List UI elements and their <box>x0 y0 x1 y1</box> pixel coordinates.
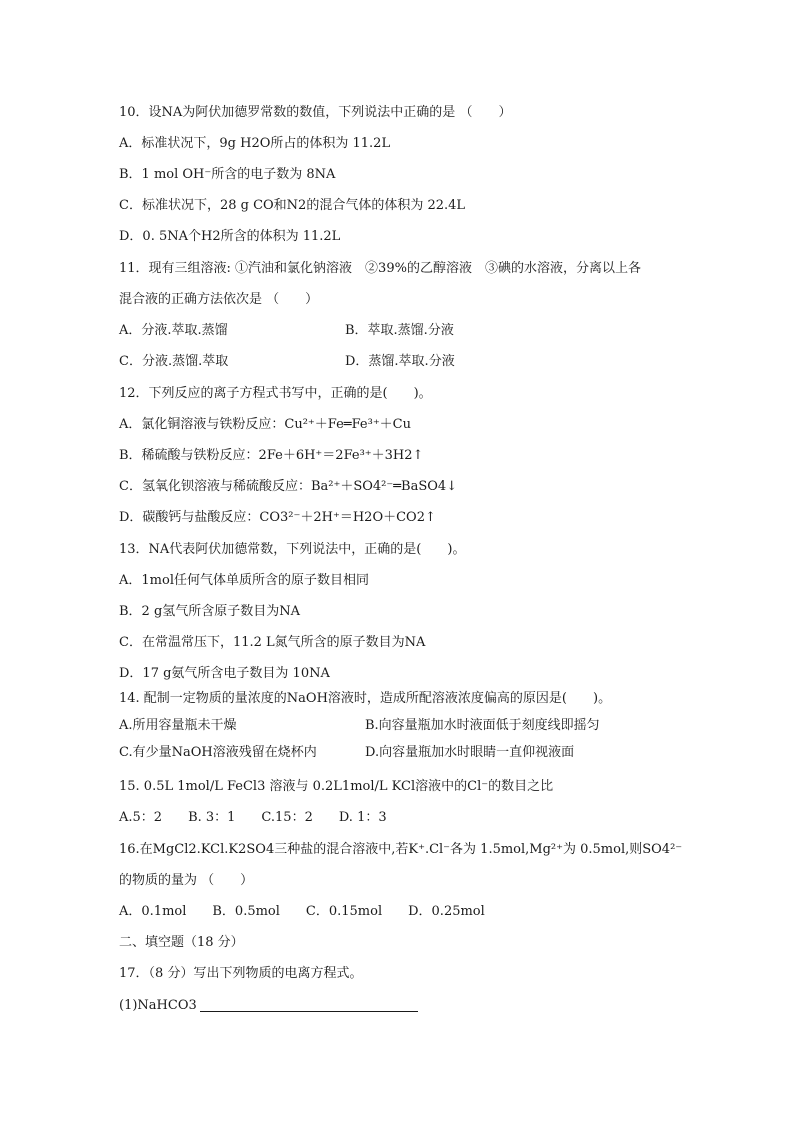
q12-option-d: D．碳酸钙与盐酸反应：CO3²⁻＋2H⁺＝H2O＋CO2↑ <box>119 510 436 525</box>
q12-option-b: B．稀硫酸与铁粉反应：2Fe＋6H⁺＝2Fe³⁺＋3H2↑ <box>119 448 424 463</box>
q13-option-a: A．1mol任何气体单质所含的原子数目相同 <box>119 573 369 588</box>
q11-option-c: C．分液.蒸馏.萃取 <box>119 354 229 369</box>
q17-item1 <box>119 997 418 1015</box>
section-title: 二、填空题（18 分） <box>119 935 244 950</box>
q14-option-c: C.有少量NaOH溶液残留在烧杯内 <box>119 745 317 760</box>
q11-option-a: A．分液.萃取.蒸馏 <box>119 323 228 338</box>
q10-stem: 10．设NA为阿伏加德罗常数的数值，下列说法中正确的是 （ ） <box>119 105 512 120</box>
q13-stem: 13．NA代表阿伏加德常数，下列说法中，正确的是( )。 <box>119 542 466 557</box>
q14-stem: 14. 配制一定物质的量浓度的NaOH溶液时，造成所配溶液浓度偏高的原因是( )。 <box>119 691 612 706</box>
q13-option-b: B．2 g氢气所含原子数目为NA <box>119 604 301 619</box>
q10-option-b: B．1 mol OH⁻所含的电子数为 8NA <box>119 167 336 182</box>
q11-stem-line2: 混合液的正确方法依次是 （ ） <box>119 292 319 307</box>
q15-stem: 15. 0.5L 1mol/L FeCl3 溶液与 0.2L1mol/L KCl溶液中的Cl⁻的数目之比 <box>119 779 554 794</box>
q10-option-c: C．标准状况下，28 g CO和N2的混合气体的体积为 22.4L <box>119 198 466 213</box>
q10-option-d: D．0. 5NA个H2所含的体积为 11.2L <box>119 229 341 244</box>
q13-option-d: D．17 g氨气所含电子数目为 10NA <box>119 666 330 681</box>
q16-stem-line1: 16.在MgCl2.KCl.K2SO4三种盐的混合溶液中,若K⁺.Cl⁻各为 1.5mol,Mg²⁺为 0.5mol,则SO4²⁻ <box>119 842 683 857</box>
q11-stem-line1: 11．现有三组溶液: ①汽油和氯化钠溶液 ②39%的乙醇溶液 ③碘的水溶液，分离以上各 <box>119 261 641 276</box>
q16-stem-line2: 的物质的量为 （ ） <box>119 873 254 888</box>
q15-options: A.5：2 B. 3：1 C.15：2 D. 1：3 <box>119 810 387 825</box>
q16-options: A．0.1mol B．0.5mol C．0.15mol D．0.25mol <box>119 904 485 919</box>
q14-option-b: B.向容量瓶加水时液面低于刻度线即摇匀 <box>365 718 600 733</box>
q14-option-a: A.所用容量瓶未干燥 <box>119 718 237 733</box>
q12-option-c: C．氢氧化钡溶液与稀硫酸反应：Ba²⁺＋SO4²⁻═BaSO4↓ <box>119 479 458 494</box>
q12-option-a: A．氯化铜溶液与铁粉反应：Cu²⁺＋Fe═Fe³⁺＋Cu <box>119 417 412 432</box>
answer-blank <box>200 997 418 1012</box>
q17-stem: 17．（8 分）写出下列物质的电离方程式。 <box>119 966 363 981</box>
q12-stem: 12．下列反应的离子方程式书写中，正确的是( )。 <box>119 386 432 401</box>
q17-item1-label: (1)NaHCO3 <box>119 998 197 1013</box>
q14-option-d: D.向容量瓶加水时眼睛一直仰视液面 <box>365 745 575 760</box>
q11-option-b: B．萃取.蒸馏.分液 <box>345 323 454 338</box>
q13-option-c: C．在常温常压下，11.2 L氮气所含的原子数目为NA <box>119 635 426 650</box>
q11-option-d: D．蒸馏.萃取.分液 <box>345 354 455 369</box>
q10-option-a: A．标准状况下，9g H2O所占的体积为 11.2L <box>119 136 391 151</box>
